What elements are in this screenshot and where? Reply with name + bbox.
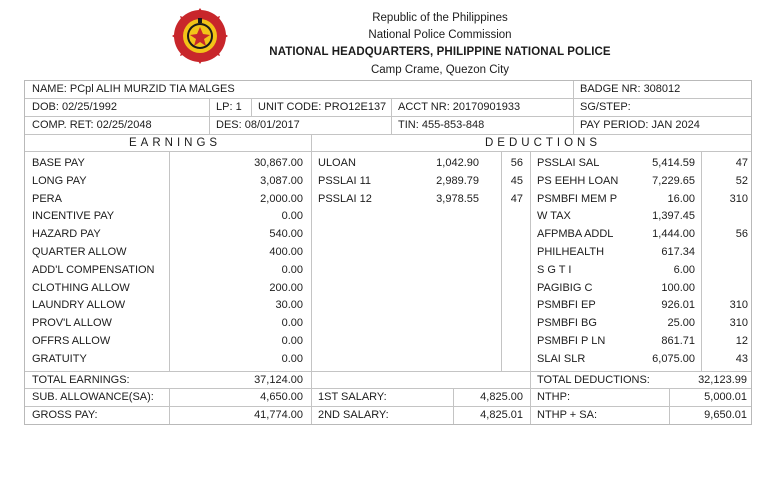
earnings-item-label: QUARTER ALLOW [32, 246, 127, 258]
header-commission: National Police Commission [368, 29, 512, 41]
deduction-item-amount: 7,229.65 [652, 174, 695, 187]
deduction-item-code: 56 [510, 157, 523, 169]
earnings-item-label: LAUNDRY ALLOW [32, 299, 126, 312]
nthp-label: NTHP: [537, 391, 570, 403]
payslip-body [25, 152, 751, 371]
deduction-item-label: AFPMBA ADDL [537, 228, 614, 241]
deduction-item-code: 45 [510, 174, 523, 187]
deduction-item-label: ULOAN [318, 157, 356, 169]
deduction-item-code: 47 [510, 192, 523, 205]
first-salary-label: 1ST SALARY: [318, 391, 387, 403]
deduction-item-label: PSSLAI 11 [318, 174, 371, 187]
earnings-item-amount: 30,867.00 [254, 157, 303, 169]
deduction-item-label: PHILHEALTH [537, 246, 605, 258]
designation-date: DES: 08/01/2017 [216, 119, 300, 131]
deduction-item-amount: 6,075.00 [652, 352, 695, 365]
header-location: Camp Crame, Quezon City [370, 64, 510, 76]
gross-pay-row [25, 407, 751, 425]
compulsory-retirement: COMP. RET: 02/25/2048 [32, 119, 152, 131]
account-number: ACCT NR: 20170901933 [398, 101, 521, 113]
deduction-item-code: 310 [729, 299, 748, 312]
earnings-item-label: BASE PAY [32, 157, 85, 169]
second-salary-value: 4,825.01 [480, 409, 523, 421]
deduction-item-amount: 16.00 [667, 192, 695, 205]
payslip-table [24, 80, 752, 425]
earnings-item-label: INCENTIVE PAY [32, 210, 115, 223]
earnings-item-label: GRATUITY [32, 352, 87, 365]
date-of-birth: DOB: 02/25/1992 [32, 101, 118, 113]
total-deductions-value: 32,123.99 [698, 374, 747, 386]
deduction-item-label: PSMBFI P LN [537, 335, 606, 347]
earnings-item-amount: 0.00 [281, 210, 303, 223]
deduction-item-label: S G T I [537, 263, 572, 276]
total-earnings-label: TOTAL EARNINGS: [32, 374, 130, 386]
totals-row [25, 371, 751, 389]
earnings-item-label: OFFRS ALLOW [32, 335, 111, 347]
payslip-header [0, 0, 768, 80]
sub-allowance-row [25, 389, 751, 407]
sub-allowance-value: 4,650.00 [260, 391, 303, 403]
deduction-item-amount: 6.00 [673, 263, 695, 276]
earnings-item-amount: 3,087.00 [260, 174, 303, 187]
earnings-item-amount: 0.00 [281, 352, 303, 365]
deductions-heading: DEDUCTIONS [485, 137, 602, 149]
deduction-item-amount: 861.71 [661, 335, 695, 347]
deduction-item-amount: 3,978.55 [436, 192, 479, 205]
info-row-1 [25, 81, 751, 99]
sg-step: SG/STEP: [580, 101, 631, 113]
deduction-item-code: 310 [729, 317, 748, 330]
earnings-item-label: PROV'L ALLOW [32, 317, 112, 330]
earnings-item-label: CLOTHING ALLOW [32, 281, 130, 294]
earnings-item-amount: 0.00 [281, 263, 303, 276]
first-salary-value: 4,825.00 [480, 391, 523, 403]
nthp-sa-value: 9,650.01 [704, 409, 747, 421]
gross-pay-value: 41,774.00 [254, 409, 303, 421]
earnings-item-amount: 0.00 [281, 335, 303, 347]
deduction-item-code: 12 [735, 335, 748, 347]
earnings-item-label: HAZARD PAY [32, 228, 101, 241]
earnings-item-amount: 400.00 [269, 246, 303, 258]
section-header-row [25, 135, 751, 152]
earnings-item-label: PERA [32, 192, 62, 205]
deduction-item-amount: 1,444.00 [652, 228, 695, 241]
deduction-item-label: W TAX [537, 210, 571, 223]
earnings-item-amount: 30.00 [275, 299, 303, 312]
deduction-item-label: PAGIBIG C [537, 281, 593, 294]
deduction-item-label: PSSLAI 12 [318, 192, 372, 205]
deduction-item-code: 56 [735, 228, 748, 241]
deduction-item-amount: 100.00 [661, 281, 695, 294]
deduction-item-label: PSSLAI SAL [537, 157, 600, 169]
deduction-item-amount: 617.34 [661, 246, 695, 258]
earnings-item-amount: 200.00 [269, 281, 303, 294]
deduction-item-code: 47 [735, 157, 748, 169]
nthp-value: 5,000.01 [704, 391, 747, 403]
deduction-item-amount: 25.00 [667, 317, 695, 330]
sub-allowance-label: SUB. ALLOWANCE(SA): [32, 391, 154, 403]
total-earnings-value: 37,124.00 [254, 374, 303, 386]
deduction-item-label: PSMBFI BG [537, 317, 597, 330]
info-row-3 [25, 117, 751, 135]
badge-number: BADGE NR: 308012 [580, 83, 681, 95]
tin-number: TIN: 455-853-848 [398, 119, 485, 131]
deduction-item-amount: 1,397.45 [652, 210, 695, 223]
unit-code: UNIT CODE: PRO12E137 [258, 101, 387, 113]
employee-name: NAME: PCpl ALIH MURZID TIA MALGES [32, 83, 235, 95]
deduction-item-amount: 1,042.90 [436, 157, 479, 169]
earnings-item-label: ADD'L COMPENSATION [32, 263, 155, 276]
deduction-item-amount: 5,414.59 [652, 157, 695, 169]
nthp-sa-label: NTHP + SA: [537, 409, 598, 421]
deduction-item-code: 52 [735, 174, 748, 187]
earnings-item-amount: 2,000.00 [260, 192, 303, 205]
deduction-item-label: PSMBFI EP [537, 299, 596, 312]
gross-pay-label: GROSS PAY: [32, 409, 98, 421]
total-deductions-label: TOTAL DEDUCTIONS: [537, 374, 650, 386]
earnings-item-amount: 540.00 [269, 228, 303, 241]
earnings-item-label: LONG PAY [32, 174, 87, 187]
deduction-item-amount: 2,989.79 [436, 174, 479, 187]
header-headquarters: NATIONAL HEADQUARTERS, PHILIPPINE NATIONAL POLICE [269, 46, 611, 58]
pay-period: PAY PERIOD: JAN 2024 [580, 119, 700, 131]
deduction-item-label: PSMBFI MEM P [537, 192, 618, 205]
info-row-2 [25, 99, 751, 117]
deduction-item-code: 310 [729, 192, 748, 205]
deduction-item-amount: 926.01 [661, 299, 695, 312]
deduction-item-label: PS EEHH LOAN [537, 174, 619, 187]
earnings-heading: EARNINGS [129, 137, 222, 149]
deduction-item-code: 43 [735, 352, 748, 365]
second-salary-label: 2ND SALARY: [318, 409, 389, 421]
deduction-item-label: SLAI SLR [537, 352, 586, 365]
lp-value: LP: 1 [216, 101, 242, 113]
earnings-item-amount: 0.00 [281, 317, 303, 330]
header-republic: Republic of the Philippines [372, 12, 508, 24]
